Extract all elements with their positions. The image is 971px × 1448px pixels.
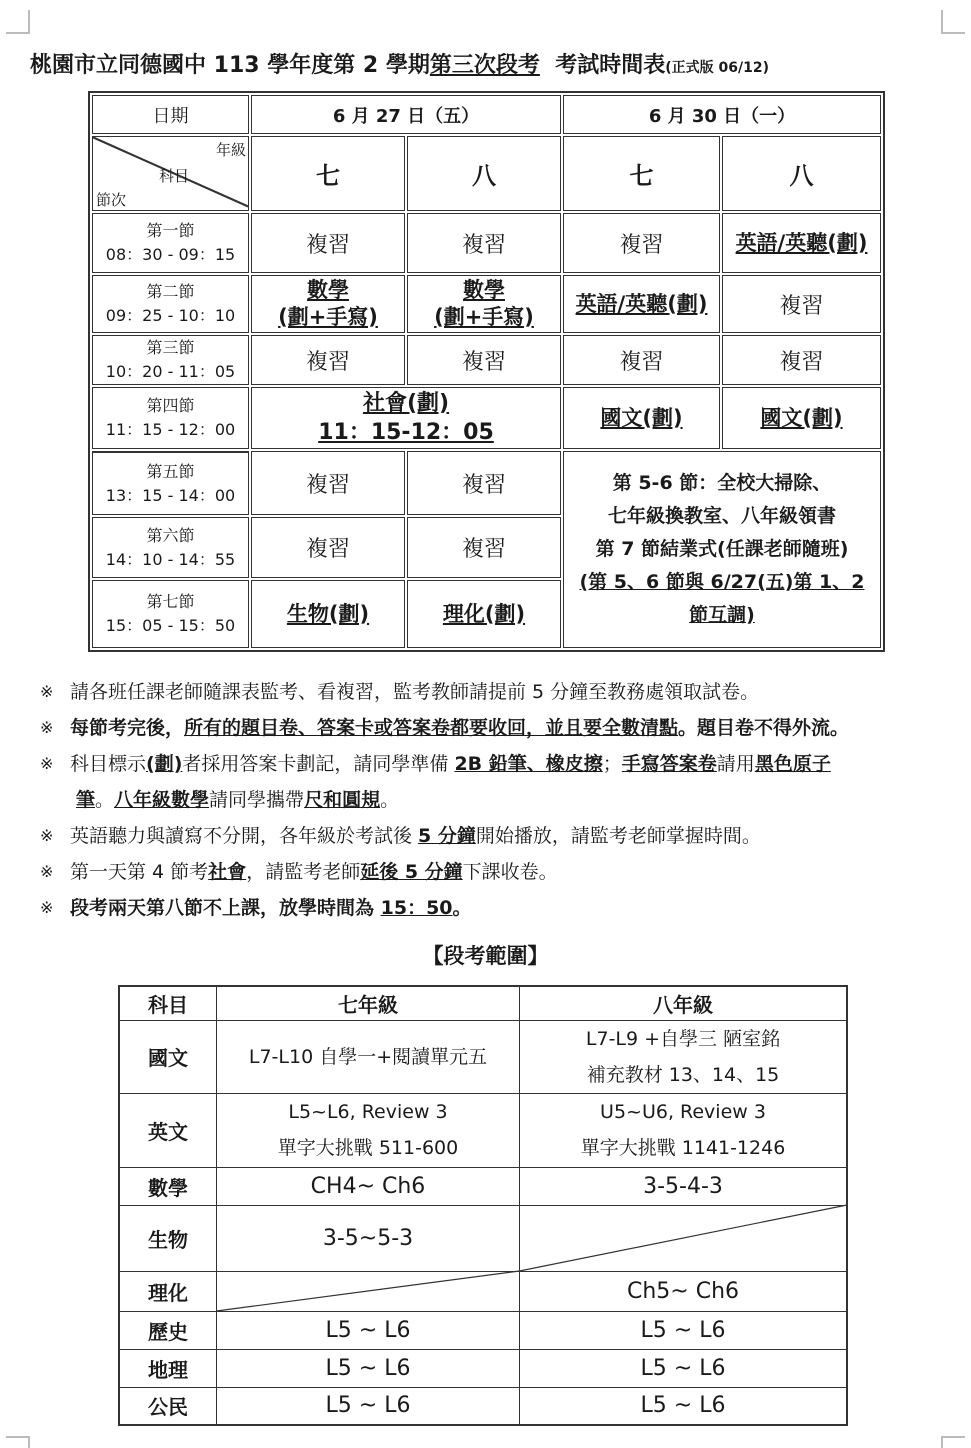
note-text: 5 分鐘 — [418, 825, 476, 847]
exam-cell: 理化(劃) — [407, 580, 561, 648]
corner-period-label: 節次 — [96, 191, 127, 209]
afternoon-note-cell — [563, 451, 881, 648]
note-text: 段考兩天第八節不上課，放學時間為 — [70, 897, 381, 919]
day2-header: 6 月 30 日（一） — [563, 95, 881, 134]
period-cell — [92, 275, 249, 333]
note-text: 請各班任課老師隨課表監考、看複習，監考教師請提前 5 分鐘至教務處領取試卷。 — [70, 681, 760, 703]
grade-header: 八 — [407, 136, 561, 211]
note-text: 八年級數學 — [114, 789, 210, 811]
period-cell — [92, 213, 249, 273]
title-rest: 考試時間表 — [555, 53, 666, 78]
note-text: 請同學攜帶 — [209, 789, 305, 811]
range-g8-cell: L5 ~ L6 — [520, 1387, 848, 1425]
range-g7-cell: L5 ~ L6 — [217, 1387, 520, 1425]
note-text: 黑色原子 — [754, 753, 831, 775]
range-text: 單字大挑戰 1141-1246 — [580, 1137, 786, 1159]
period-time: 11：15 - 12：00 — [105, 420, 236, 439]
exam-cell: 複習 — [722, 275, 881, 333]
exam-cell: 複習 — [407, 451, 561, 515]
range-g8-cell — [520, 1093, 848, 1167]
exam-cell-social — [251, 387, 561, 449]
range-text: U5~U6, Review 3 — [600, 1101, 766, 1123]
range-g8-cell: L5 ~ L6 — [520, 1311, 848, 1349]
exam-cell: 複習 — [251, 451, 405, 515]
period-name: 第二節 — [146, 282, 195, 301]
exam-cell: 複習 — [251, 213, 405, 273]
range-subject: 地理 — [119, 1349, 217, 1387]
grade-header: 八 — [722, 136, 881, 211]
note-item — [40, 710, 940, 746]
note-bullet: ※ — [40, 754, 54, 773]
range-g7-cell: L5 ~ L6 — [217, 1349, 520, 1387]
note-text: (劃) — [146, 753, 183, 775]
exam-cell: 複習 — [563, 335, 720, 385]
note-line: 第 7 節結業式(任課老師隨班) — [595, 538, 849, 560]
range-g8-cell: Ch5~ Ch6 — [520, 1271, 848, 1311]
notes-list — [40, 674, 940, 926]
range-header: 科目 — [119, 986, 217, 1020]
period-time: 14：10 - 14：55 — [105, 549, 236, 569]
note-text: 15：50 — [380, 897, 453, 919]
period-time: 10：20 - 11：05 — [105, 362, 236, 381]
period-time: 09：25 - 10：10 — [105, 306, 236, 325]
exam-range-table — [118, 985, 848, 1426]
page-title — [30, 48, 950, 79]
page-corner-mark — [941, 10, 965, 34]
social-label: 社會(劃) — [362, 391, 450, 416]
range-g8-cell: L5 ~ L6 — [520, 1349, 848, 1387]
corner-header-cell — [92, 136, 249, 211]
note-text: 請用 — [716, 753, 755, 775]
exam-cell — [407, 275, 561, 333]
exam-cell: 複習 — [407, 335, 561, 385]
math-mode: (劃+手寫) — [434, 305, 534, 329]
exam-cell: 國文(劃) — [563, 387, 720, 449]
grade-header: 七 — [251, 136, 405, 211]
note-bullet: ※ — [40, 862, 54, 881]
range-g7-cell — [217, 1093, 520, 1167]
range-text: L7-L10 自學一+閱讀單元五 — [248, 1045, 488, 1068]
note-line: 第 5-6 節：全校大掃除、 — [612, 472, 832, 494]
range-g7-cell — [217, 1020, 520, 1093]
note-bullet: ※ — [40, 826, 54, 845]
period-time: 08：30 - 09：15 — [105, 245, 236, 264]
exam-cell: 英語/英聽(劃) — [563, 275, 720, 333]
note-text: 英語聽力與讀寫不分開，各年級於考試後 — [70, 825, 419, 847]
range-g8-cell: 3-5-4-3 — [520, 1167, 848, 1205]
exam-cell: 複習 — [251, 335, 405, 385]
note-line: (第 5、6 節與 6/27(五)第 1、2 — [579, 571, 865, 593]
range-g7-cell-empty — [217, 1271, 520, 1311]
exam-cell: 國文(劃) — [722, 387, 881, 449]
period-cell — [92, 387, 249, 449]
math-label: 數學 — [307, 278, 349, 302]
range-text: 補充教材 13、14、15 — [586, 1063, 780, 1086]
math-label: 數學 — [463, 278, 505, 302]
note-text: 2B 鉛筆、橡皮擦 — [454, 753, 603, 775]
corner-grade-label: 年級 — [215, 141, 246, 159]
range-subject: 歷史 — [119, 1311, 217, 1349]
note-text: 尺和圓規 — [304, 789, 381, 811]
period-cell — [92, 580, 249, 648]
note-text: 。 — [95, 789, 115, 811]
note-bullet: ※ — [40, 682, 54, 701]
period-name: 第七節 — [146, 592, 195, 611]
note-text: 社會 — [208, 861, 247, 883]
note-line: 七年級換教室、八年級領書 — [607, 505, 836, 527]
title-exam-name: 第三次段考 — [429, 53, 540, 78]
exam-cell: 生物(劃) — [251, 580, 405, 648]
note-text: 。題目卷不得外流。 — [678, 717, 850, 739]
range-g8-cell-empty — [520, 1205, 848, 1271]
range-subject: 生物 — [119, 1205, 217, 1271]
period-time: 13：15 - 14：00 — [105, 485, 236, 505]
note-item — [40, 674, 940, 710]
note-text: 。 — [452, 897, 472, 919]
note-item — [40, 854, 940, 890]
page-corner-mark — [941, 1436, 965, 1448]
exam-cell — [251, 275, 405, 333]
range-title: 【段考範圍】 — [422, 944, 549, 968]
range-text: L7-L9 +自學三 陋室銘 — [585, 1027, 781, 1050]
note-line: 節互調) — [689, 604, 755, 626]
page-corner-mark — [6, 1436, 30, 1448]
range-text: 單字大挑戰 511-600 — [277, 1137, 459, 1159]
range-header: 七年級 — [217, 986, 520, 1020]
title-version: (正式版 06/12) — [665, 60, 769, 76]
exam-cell: 複習 — [563, 213, 720, 273]
range-g8-cell — [520, 1020, 848, 1093]
period-cell — [92, 335, 249, 385]
period-time: 15：05 - 15：50 — [105, 616, 236, 635]
day1-header: 6 月 27 日（五） — [251, 95, 561, 134]
range-subject: 國文 — [119, 1020, 217, 1093]
note-text: 每節考完後， — [70, 717, 185, 739]
range-subject: 數學 — [119, 1167, 217, 1205]
corner-subject-label: 科目 — [159, 167, 190, 185]
note-text: 者採用答案卡劃記，請同學準備 — [182, 753, 455, 775]
note-item-continued — [40, 782, 940, 818]
note-bullet: ※ — [40, 898, 54, 917]
range-g7-cell: L5 ~ L6 — [217, 1311, 520, 1349]
range-subject: 理化 — [119, 1271, 217, 1311]
page-corner-mark — [6, 10, 30, 34]
exam-cell: 英語/英聽(劃) — [722, 213, 881, 273]
range-g7-cell: 3-5~5-3 — [217, 1205, 520, 1271]
exam-cell: 複習 — [407, 517, 561, 578]
note-text: 延後 5 分鐘 — [360, 861, 463, 883]
note-item — [40, 818, 940, 854]
note-text: 下課收卷。 — [462, 861, 558, 883]
note-text: ； — [602, 753, 622, 775]
note-text: 。 — [380, 789, 400, 811]
grade-header: 七 — [563, 136, 720, 211]
note-text: 筆 — [76, 789, 96, 811]
note-text: ，請監考老師 — [246, 861, 361, 883]
note-item — [40, 890, 940, 926]
note-text: 開始播放，請監考老師掌握時間。 — [475, 825, 761, 847]
note-item — [40, 746, 940, 782]
math-mode: (劃+手寫) — [278, 305, 378, 329]
range-g7-cell: CH4~ Ch6 — [217, 1167, 520, 1205]
period-name: 第五節 — [146, 461, 195, 481]
note-text: 第一天第 4 節考 — [70, 861, 209, 883]
exam-cell: 複習 — [722, 335, 881, 385]
period-name: 第三節 — [146, 338, 195, 357]
period-name: 第四節 — [146, 396, 195, 415]
social-time: 11：15-12：05 — [318, 420, 494, 445]
note-text: 所有的題目卷、答案卡或答案卷都要收回，並且要全數清點 — [184, 717, 679, 739]
range-header: 八年級 — [520, 986, 848, 1020]
period-cell — [92, 517, 249, 578]
range-subject: 公民 — [119, 1387, 217, 1425]
period-cell — [92, 451, 249, 515]
exam-schedule-table — [88, 91, 885, 652]
title-main: 桃園市立同德國中 113 學年度第 2 學期 — [30, 53, 430, 78]
note-bullet: ※ — [40, 718, 54, 737]
date-label: 日期 — [92, 95, 249, 134]
exam-cell: 複習 — [407, 213, 561, 273]
note-text: 科目標示 — [70, 753, 147, 775]
range-subject: 英文 — [119, 1093, 217, 1167]
period-name: 第六節 — [146, 525, 195, 545]
range-text: L5~L6, Review 3 — [288, 1101, 448, 1123]
note-text: 手寫答案卷 — [621, 753, 717, 775]
period-name: 第一節 — [146, 221, 195, 240]
exam-cell: 複習 — [251, 517, 405, 578]
